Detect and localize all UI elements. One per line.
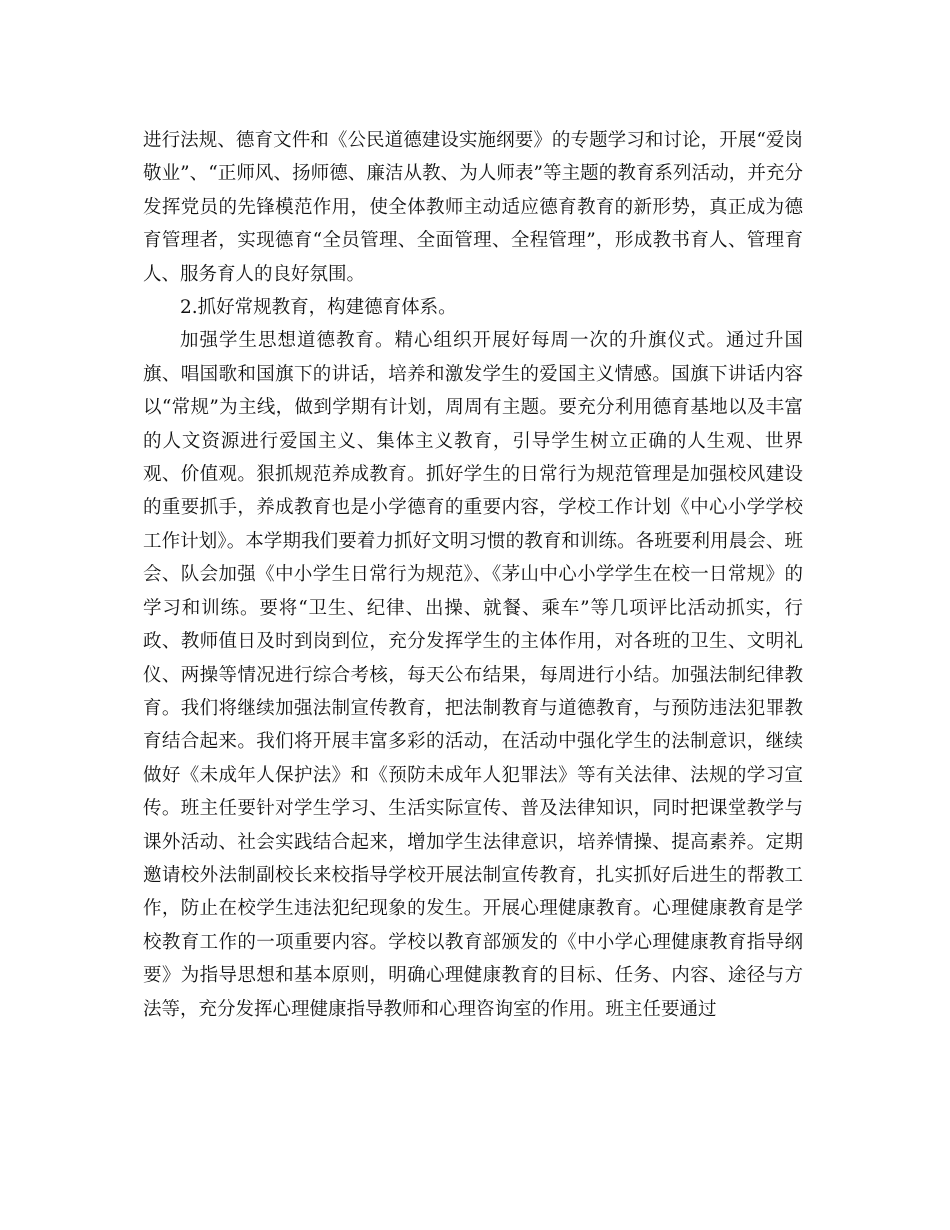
- paragraph-continuation: 进行法规、德育文件和《公民道德建设实施纲要》的专题学习和讨论，开展“爱岗敬业”、“正师风、扬师德、廉洁从教、为人师表”等主题的教育系列活动，并充分发挥党员的先锋模范作用，使全体教师主动适应德育教育的新形势，真正成为德育管理者，实现德育“全员管理、全面管理、全程管理”，形成教书育人、管理育人、服务育人的良好氛围。: [143, 130, 803, 285]
- document-page: [143, 124, 803, 1026]
- section-heading-2: 2.抓好常规教育，构建德育体系。: [180, 297, 457, 319]
- paragraph-moral-education: 加强学生思想道德教育。精心组织开展好每周一次的升旗仪式。通过升国旗、唱国歌和国旗下的讲话，培养和激发学生的爱国主义情感。国旗下讲话内容以“常规”为主线，做到学期有计划，周周有主题。要充分利用德育基地以及丰富的人文资源进行爱国主义、集体主义教育，引导学生树立正确的人生观、世界观、价值观。狠抓规范养成教育。抓好学生的日常行为规范管理是加强校风建设的重要抓手，养成教育也是小学德育的重要内容，学校工作计划《中心小学学校工作计划》。本学期我们要着力抓好文明习惯的教育和训练。各班要利用晨会、班会、队会加强《中小学生日常行为规范》、《茅山中心小学学生在校一日常规》的学习和训练。要将“卫生、纪律、出操、就餐、乘车”等几项评比活动抓实，行政、教师值日及时到岗到位，充分发挥学生的主体作用，对各班的卫生、文明礼仪、两操等情况进行综合考核，每天公布结果，每周进行小结。加强法制纪律教育。我们将继续加强法制宣传教育，把法制教育与道德教育，与预防违法犯罪教育结合起来。我们将开展丰富多彩的活动，在活动中强化学生的法制意识，继续做好《未成年人保护法》和《预防未成年人犯罪法》等有关法律、法规的学习宣传。班主任要针对学生学习、生活实际宣传、普及法律知识，同时把课堂教学与课外活动、社会实践结合起来，增加学生法律意识，培养情操、提高素养。定期邀请校外法制副校长来校指导学校开展法制宣传教育，扎实抓好后进生的帮教工作，防止在校学生违法犯纪现象的发生。开展心理健康教育。心理健康教育是学校教育工作的一项重要内容。学校以教育部颁发的《中小学心理健康教育指导纲要》为指导思想和基本原则，明确心理健康教育的目标、任务、内容、途径与方法等，充分发挥心理健康指导教师和心理咨询室的作用。班主任要通过: [143, 330, 803, 1020]
